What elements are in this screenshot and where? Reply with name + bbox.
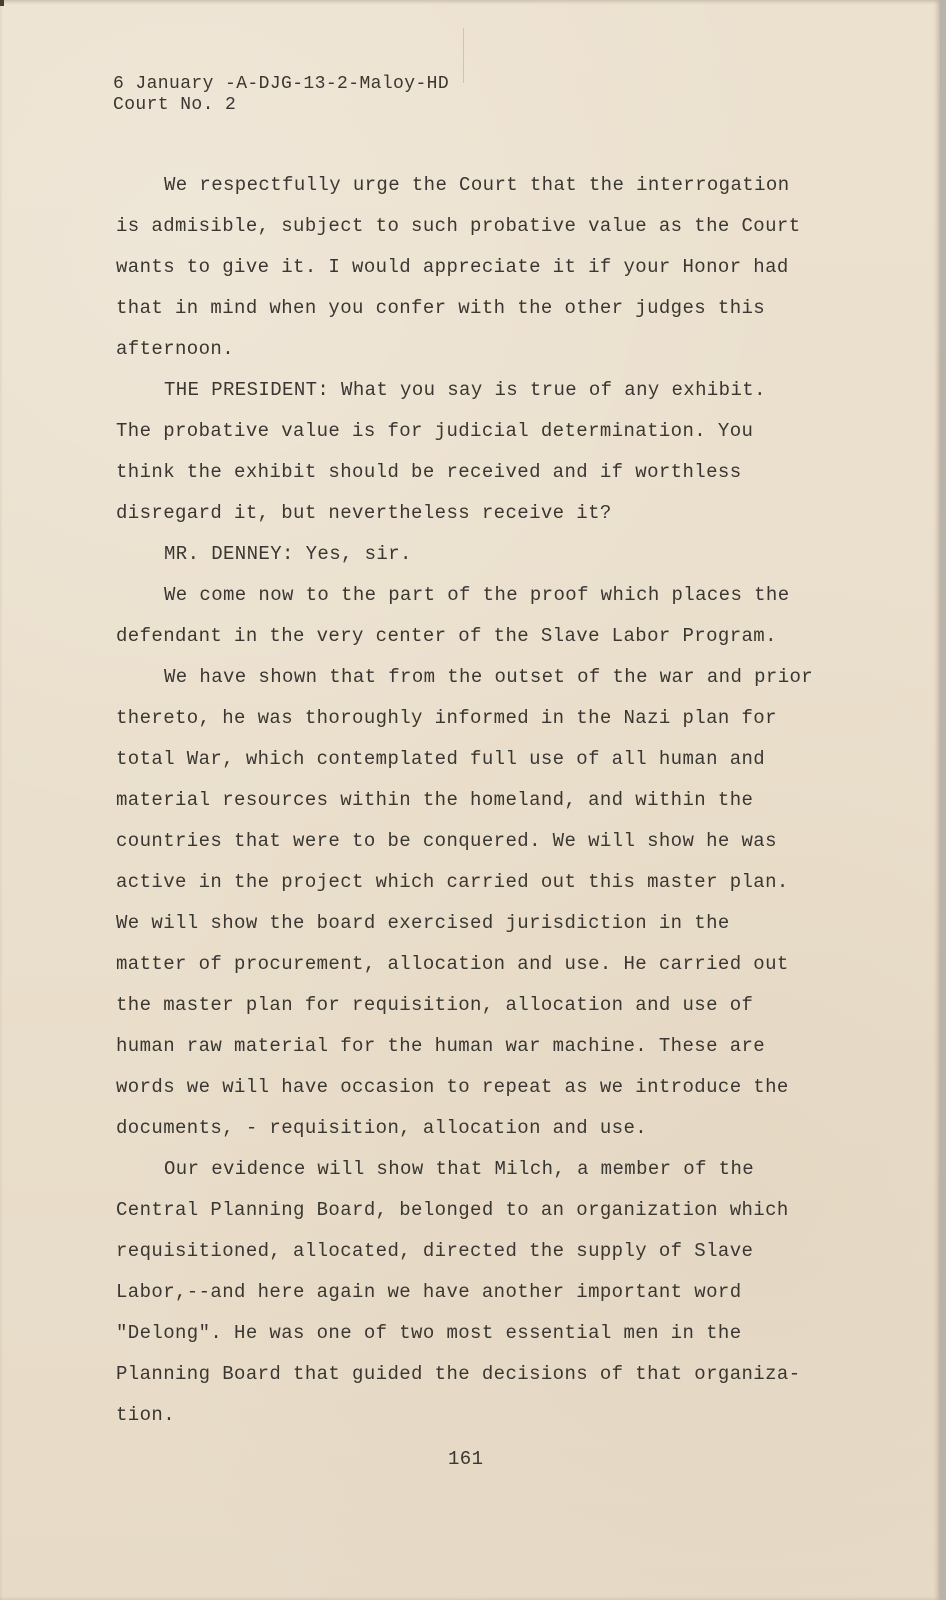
transcript-line: tion. — [116, 1404, 176, 1426]
transcript-line: documents, - requisition, allocation and use. — [116, 1117, 648, 1139]
header-date-reference: 6 January -A-DJG-13-2-Maloy-HD — [113, 74, 450, 94]
transcript-line-speaker-president: THE PRESIDENT: What you say is true of any exhibit. — [164, 379, 766, 401]
transcript-line: We have shown that from the outset of the war and prior — [164, 666, 814, 688]
page-number: 161 — [448, 1448, 484, 1470]
transcript-line: is admisible, subject to such probative value as the Court — [116, 215, 801, 237]
transcript-line: "Delong". He was one of two most essential men in the — [116, 1322, 742, 1344]
header-court-number: Court No. 2 — [113, 95, 237, 115]
transcript-line: disregard it, but nevertheless receive it? — [116, 502, 612, 524]
transcript-line: wants to give it. I would appreciate it if your Honor had — [116, 256, 789, 278]
transcript-line: The probative value is for judicial determination. You — [116, 420, 754, 442]
fold-mark — [463, 28, 464, 83]
transcript-line: think the exhibit should be received and if worthless — [116, 461, 742, 483]
page-corner-mark — [0, 0, 4, 6]
transcript-line: thereto, he was thoroughly informed in the Nazi plan for — [116, 707, 777, 729]
document-header — [113, 74, 449, 116]
transcript-line: total War, which contemplated full use of all human and — [116, 748, 766, 770]
transcript-line: defendant in the very center of the Slave Labor Program. — [116, 625, 777, 647]
transcript-line: Labor,--and here again we have another important word — [116, 1281, 742, 1303]
transcript-line: Central Planning Board, belonged to an organization which — [116, 1199, 789, 1221]
transcript-line: afternoon. — [116, 338, 235, 360]
transcript-line: requisitioned, allocated, directed the supply of Slave — [116, 1240, 754, 1262]
transcript-line: We respectfully urge the Court that the interrogation — [164, 174, 790, 196]
transcript-body — [116, 165, 856, 1436]
transcript-line: matter of procurement, allocation and use. He carried out — [116, 953, 789, 975]
transcript-line: active in the project which carried out this master plan. — [116, 871, 789, 893]
transcript-line: that in mind when you confer with the other judges this — [116, 297, 766, 319]
transcript-line: the master plan for requisition, allocation and use of — [116, 994, 754, 1016]
transcript-line: We will show the board exercised jurisdiction in the — [116, 912, 730, 934]
transcript-line: Planning Board that guided the decisions of that organiza- — [116, 1363, 801, 1385]
transcript-line: We come now to the part of the proof which places the — [164, 584, 790, 606]
transcript-line: countries that were to be conquered. We will show he was — [116, 830, 777, 852]
transcript-line: Our evidence will show that Milch, a member of the — [164, 1158, 755, 1180]
transcript-line-speaker-denney: MR. DENNEY: Yes, sir. — [164, 543, 412, 565]
transcript-line: human raw material for the human war machine. These are — [116, 1035, 766, 1057]
transcript-line: material resources within the homeland, and within the — [116, 789, 754, 811]
transcript-line: words we will have occasion to repeat as we introduce the — [116, 1076, 789, 1098]
